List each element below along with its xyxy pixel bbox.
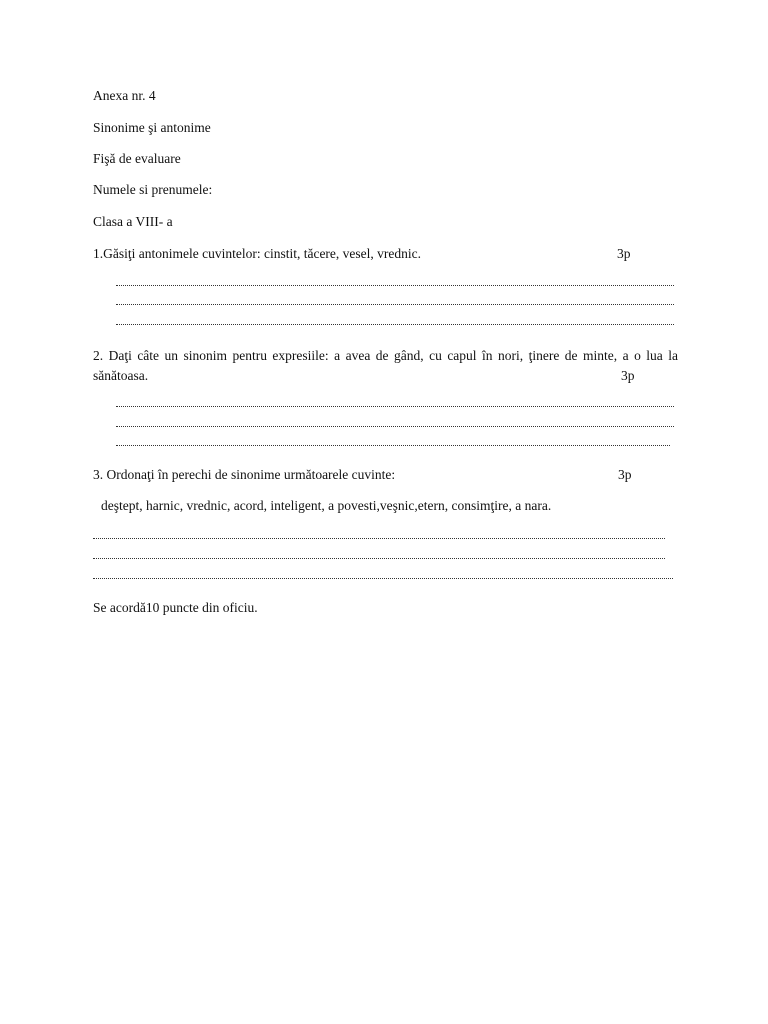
footer-note: Se acordă10 puncte din oficiu. <box>93 600 258 615</box>
exercise-2-text: 2. Daţi câte un sinonim pentru expresiile: a avea de gând, cu capul în nori, ţinere de minte, a o lua la sănătoasa. <box>93 348 678 383</box>
answer-line <box>116 283 674 286</box>
exercise-3-words: deştept, harnic, vrednic, acord, inteligent, a povesti,veşnic,etern, consimţire, a nara. <box>101 498 552 513</box>
name-label: Numele si prenumele: <box>93 182 213 197</box>
answer-line <box>116 424 674 427</box>
answer-line <box>116 322 674 325</box>
exercise-1-text: 1.Găsiţi antonimele cuvintelor: cinstit, tăcere, vesel, vrednic. <box>93 246 422 261</box>
answer-line <box>116 404 674 407</box>
sheet-title: Fişă de evaluare <box>93 151 181 166</box>
exercise-3-text: 3. Ordonaţi în perechi de sinonime următoarele cuvinte: <box>93 467 396 482</box>
answer-line <box>116 302 674 305</box>
answer-line <box>93 536 665 539</box>
answer-line <box>116 443 670 446</box>
exercise-2-points: 3p <box>621 368 635 383</box>
class-label: Clasa a VIII- a <box>93 214 173 229</box>
exercise-1-points: 3p <box>617 246 631 261</box>
answer-line <box>93 556 665 559</box>
topic-title: Sinonime şi antonime <box>93 120 211 135</box>
annex-label: Anexa nr. 4 <box>93 88 156 103</box>
answer-line <box>93 576 673 579</box>
exercise-3-points: 3p <box>618 467 632 482</box>
